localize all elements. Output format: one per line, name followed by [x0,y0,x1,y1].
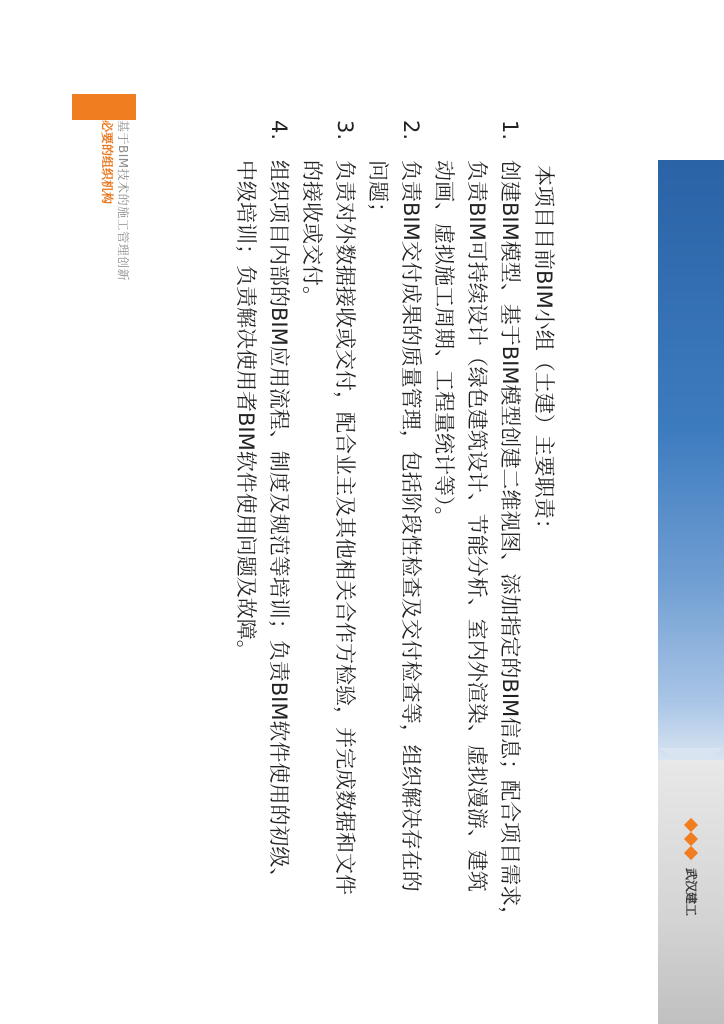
list-item [496,120,526,927]
item-number: 4. [267,120,291,141]
item-line: 负责BIM交付成果的质量管理，包括阶段性检查及交付检查等，组织解决存在的 [399,160,423,892]
page-subtitle: 必要的组织机构 [100,120,114,205]
item-number: 1. [498,120,522,141]
list-item [397,120,427,892]
logo-text: 武汉建工 [684,868,698,917]
item-line: 问题； [366,160,390,223]
item-number: 2. [399,120,423,141]
list-item [265,120,295,888]
intro-text: 本项目目前BIM小组（土建）主要职责： [532,165,556,540]
list-item [331,120,361,895]
item-line: 创建BIM模型、基于BIM模型创建二维视图、添加指定的BIM信息；配合项目需求， [498,160,522,928]
item-line: 中级培训；负责解决使用者BIM软件使用问题及故障。 [234,160,258,661]
item-line: 组织项目内部的BIM应用流程、制度及规范等培训；负责BIM软件使用的初级、 [267,160,291,889]
item-line: 负责BIM可持续设计（绿色建筑设计、节能分析、室内外渲染、虚拟漫游、建筑 [465,160,489,892]
item-number: 3. [333,120,357,141]
item-line: 负责对外数据接收或交付，配合业主及其他相关合作方检验，并完成数据和文件 [333,160,357,895]
page-title: 基于BIM技术的施工管理创新 [116,120,130,282]
item-line: 的接收或交付。 [300,160,324,307]
item-line: 动画、虚拟施工周期、工程量统计等）。 [432,160,456,528]
